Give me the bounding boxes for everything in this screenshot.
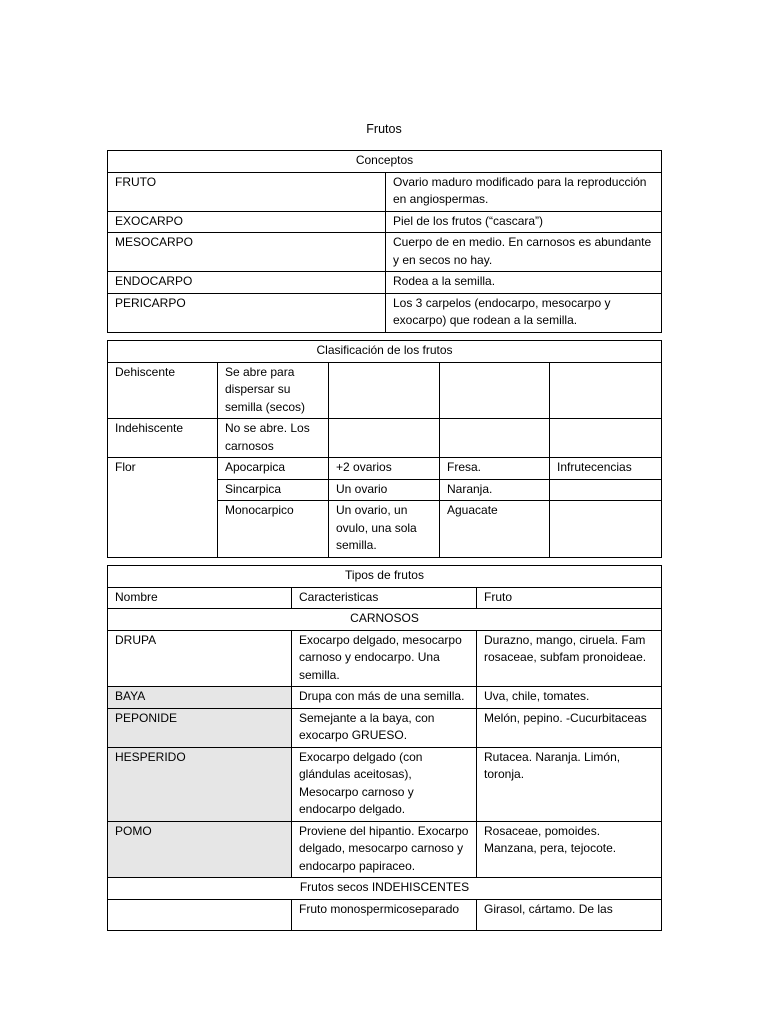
fruit-type-name: POMO [108,821,292,878]
class-label: Flor [108,458,218,558]
table-row [108,747,662,821]
table-row [108,272,662,294]
tipos-table [107,565,662,931]
flor-type: Apocarpica [218,458,329,480]
fruit-examples: Rosaceae, pomoides. Manzana, pera, tejocote. [477,821,662,878]
fruit-characteristics: Proviene del hipantio. Exocarpo delgado, mesocarpo carnoso y endocarpo papiraceo. [292,821,477,878]
conceptos-table [107,150,662,333]
class-label: Dehiscente [108,362,218,419]
concept-definition: Rodea a la semilla. [386,272,662,294]
table-row [108,708,662,747]
table-row [108,211,662,233]
section-label-carnosos: CARNOSOS [108,609,662,631]
table-row [108,899,662,930]
flor-extra: Infrutecencias [550,458,662,480]
flor-extra [550,479,662,501]
page-title: Frutos [366,122,402,136]
class-description: No se abre. Los carnosos [218,419,329,458]
flor-ovaries: Un ovario, un ovulo, una sola semilla. [329,501,440,558]
fruit-type-name: HESPERIDO [108,747,292,821]
fruit-characteristics: Exocarpo delgado, mesocarpo carnoso y endocarpo. Una semilla. [292,630,477,687]
fruit-type-name [108,899,292,930]
concept-term: ENDOCARPO [108,272,386,294]
table-row [108,233,662,272]
flor-type: Sincarpica [218,479,329,501]
flor-type: Monocarpico [218,501,329,558]
section-label-secos: Frutos secos INDEHISCENTES [108,878,662,900]
table-header-row [108,587,662,609]
concept-term: EXOCARPO [108,211,386,233]
empty-cell [550,362,662,419]
fruit-type-name: DRUPA [108,630,292,687]
flor-extra [550,501,662,558]
flor-example: Naranja. [440,479,550,501]
fruit-examples: Melón, pepino. -Cucurbitaceas [477,708,662,747]
table-row [108,293,662,332]
fruit-characteristics: Semejante a la baya, con exocarpo GRUESO. [292,708,477,747]
flor-example: Fresa. [440,458,550,480]
flor-ovaries: +2 ovarios [329,458,440,480]
conceptos-header: Conceptos [108,151,662,173]
concept-definition: Ovario maduro modificado para la reproducción en angiospermas. [386,172,662,211]
column-header: Nombre [108,587,292,609]
table-row [108,821,662,878]
column-header: Fruto [477,587,662,609]
clasificacion-table [107,340,662,558]
column-header: Caracteristicas [292,587,477,609]
class-label: Indehiscente [108,419,218,458]
table-row [108,458,662,480]
empty-cell [329,362,440,419]
fruit-type-name: BAYA [108,687,292,709]
concept-definition: Cuerpo de en medio. En carnosos es abundante y en secos no hay. [386,233,662,272]
empty-cell [440,362,550,419]
fruit-examples: Durazno, mango, ciruela. Fam rosaceae, subfam pronoideae. [477,630,662,687]
table-row [108,687,662,709]
empty-cell [329,419,440,458]
table-row [108,630,662,687]
concept-term: FRUTO [108,172,386,211]
clasificacion-header: Clasificación de los frutos [108,341,662,363]
fruit-examples: Girasol, cártamo. De las [477,899,662,930]
class-description: Se abre para dispersar su semilla (secos) [218,362,329,419]
flor-ovaries: Un ovario [329,479,440,501]
table-row [108,172,662,211]
flor-example: Aguacate [440,501,550,558]
table-row [108,419,662,458]
fruit-characteristics: Exocarpo delgado (con glándulas aceitosas), Mesocarpo carnoso y endocarpo delgado. [292,747,477,821]
concept-definition: Piel de los frutos (“cascara”) [386,211,662,233]
empty-cell [550,419,662,458]
fruit-examples: Uva, chile, tomates. [477,687,662,709]
fruit-characteristics: Drupa con más de una semilla. [292,687,477,709]
fruit-type-name: PEPONIDE [108,708,292,747]
concept-term: PERICARPO [108,293,386,332]
fruit-examples: Rutacea. Naranja. Limón, toronja. [477,747,662,821]
empty-cell [440,419,550,458]
concept-definition: Los 3 carpelos (endocarpo, mesocarpo y exocarpo) que rodean a la semilla. [386,293,662,332]
concept-term: MESOCARPO [108,233,386,272]
table-row [108,362,662,419]
tipos-header: Tipos de frutos [108,566,662,588]
fruit-characteristics: Fruto monospermicoseparado [292,899,477,930]
